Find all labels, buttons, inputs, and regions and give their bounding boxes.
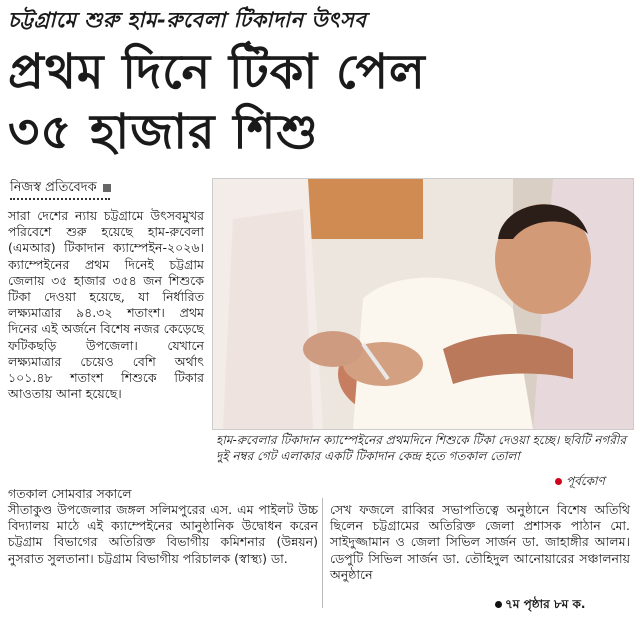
kicker-headline: চট্টগ্রামে শুরু হাম-রুবেলা টিকাদান উৎসব bbox=[8, 8, 367, 32]
byline bbox=[10, 178, 111, 199]
red-dot-icon bbox=[555, 478, 562, 485]
bullet-icon bbox=[495, 601, 502, 608]
photo-credit bbox=[555, 473, 605, 493]
news-photo bbox=[212, 178, 634, 430]
continuation-note bbox=[495, 596, 585, 616]
body-paragraph-1: সারা দেশের ন্যায় চট্টগ্রামে উৎসবমুখর পরিবেশে শুরু হয়েছে হাম-রুবেলা (এমআর) টিকাদান ক্যাম্পেইন-২০২৬। ক্যাম্পেইনের প্রথম দিনেই চট্টগ্রাম জেলায় ৩৫ হাজার ৩৫৪ জন শিশুকে টিকা দেওয়া হয়েছে, যা নির্ধারিত লক্ষ্যমাত্রার ৯৪.৩২ শতাংশ। প্রথম দিনের এই অর্জনে বিশেষ নজর কেড়েছে ফটিকছড়ি উপজেলা। যেখানে লক্ষ্যমাত্রার চেয়েও বেশি অর্থাৎ ১০১.৪৮ শতাংশ শিশুকে টিকার আওতায় আনা হয়েছে। bbox=[8, 208, 204, 402]
byline-text: নিজস্ব প্রতিবেদক bbox=[10, 180, 97, 195]
photo-credit-text: পূর্বকোণ bbox=[566, 474, 605, 488]
body-paragraph-2: গতকাল সোমবার সকালে bbox=[8, 486, 132, 501]
body-paragraph-3: সীতাকুণ্ড উপজেলার জঙ্গল সলিমপুরের এস. এম পাইলট উচ্চ বিদ্যালয় মাঠে এই ক্যাম্পেইনের আনুষ্ঠানিক উদ্বোধন করেন চট্টগ্রাম বিভাগের অতিরিক্ত বিভাগীয় কমিশনার (উন্নয়ন) নুসরাত সুলতানা। চট্টগ্রাম বিভাগীয় পরিচালক (স্বাস্থ্য) ডা. bbox=[8, 502, 318, 566]
headline-line-2: ৩৫ হাজার শিশু bbox=[8, 104, 319, 160]
headline-line-1: প্রথম দিনে টিকা পেল bbox=[8, 44, 426, 100]
vaccination-photo-illustration bbox=[213, 179, 633, 429]
square-bullet-icon bbox=[103, 184, 111, 192]
body-paragraph-4: সেখ ফজলে রাব্বির সভাপতিত্বে অনুষ্ঠানে বিশেষ অতিথি ছিলেন চট্টগ্রামের অতিরিক্ত জেলা প্রশাসক পাঠান মো. সাইদুজ্জামান ও জেলা সিভিল সার্জন ডা. জাহাঙ্গীর আলম। ডেপুটি সিভিল সার্জন ডা. তৌহিদুল আনোয়ারের সঞ্চালনায় অনুষ্ঠানে bbox=[330, 502, 630, 582]
dotted-separator bbox=[10, 198, 110, 200]
column-divider bbox=[322, 498, 323, 608]
continuation-text: ৭ম পৃষ্ঠার ৮ম ক. bbox=[505, 597, 586, 611]
photo-caption: হাম-রুবেলার টিকাদান ক্যাম্পেইনের প্রথমদিনে শিশুকে টিকা দেওয়া হচ্ছে। ছবিটি নগরীর দুই নম্বর গেট এলাকার একটি টিকাদান কেন্দ্র হতে গতকাল তোলা bbox=[216, 433, 626, 463]
